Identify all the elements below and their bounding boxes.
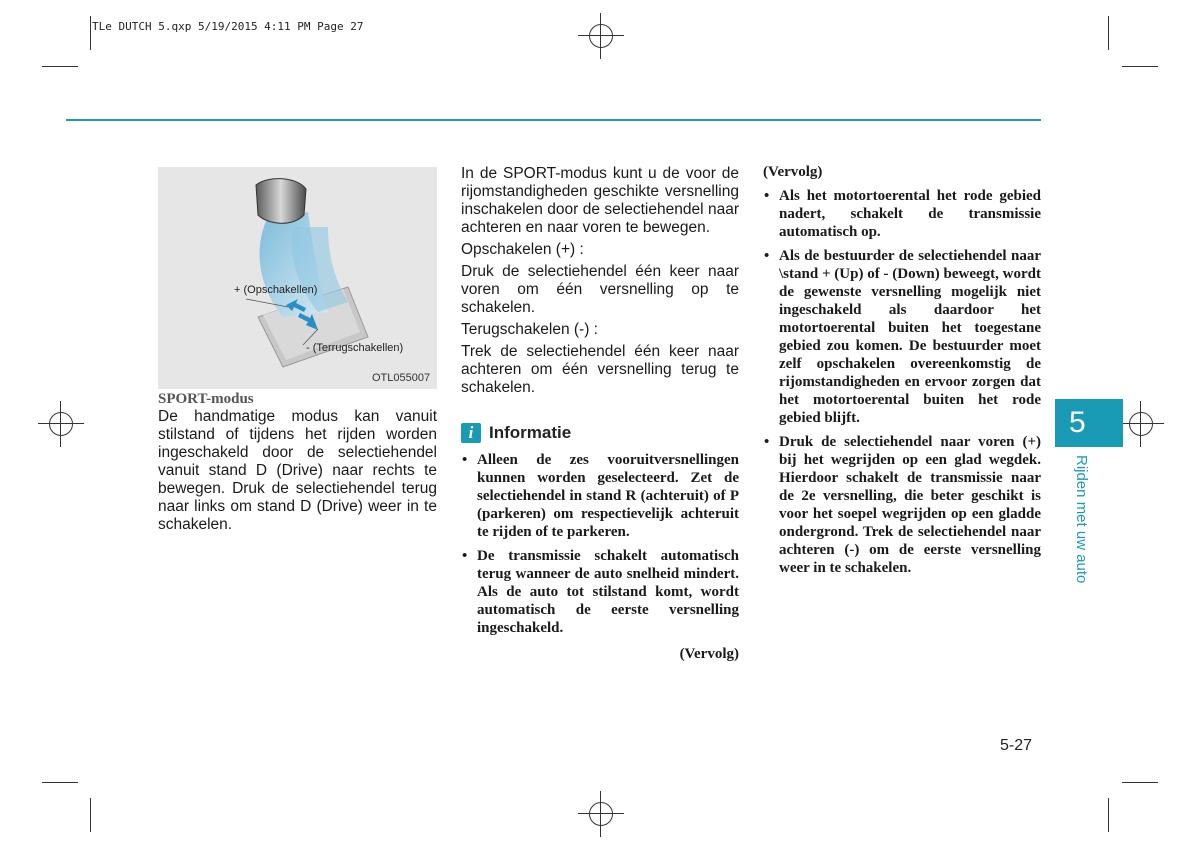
section-heading: SPORT-modus — [158, 391, 254, 407]
info-list — [461, 451, 739, 637]
crop-mark — [90, 16, 91, 50]
list-item: • Alleen de zes vooruitversnellingen kunnen worden geselecteerd. Zet de selectiehendel in stand R (achteruit) of P (parkeren) om respectievelijk achteruit te rijden of te parkeren. — [461, 451, 739, 541]
crop-mark — [1108, 16, 1109, 50]
list-item: • De transmissie schakelt automatisch terug wanneer de auto snelheid mindert. Als de auto tot stilstand komt, wordt automatisch de eerste versnelling ingeschakeld. — [461, 547, 739, 637]
paragraph: In de SPORT-modus kunt u de voor de rijomstandigheden geschikte versnelling inschakelen door de selectiehendel naar achteren en naar voren te bewegen. — [461, 165, 739, 236]
upshift-label: Opschakelen (+) : — [461, 241, 584, 258]
crop-mark — [1108, 798, 1109, 832]
registration-mark — [589, 802, 613, 826]
registration-mark — [1129, 412, 1153, 436]
label-downshift: - (Terrugschakellen) — [306, 342, 404, 354]
chapter-tab: 5 — [1055, 399, 1123, 447]
info-title: Informatie — [489, 423, 572, 442]
paragraph: Trek de selectiehendel één keer naar achteren om één versnelling terug te schakelen. — [461, 343, 739, 396]
downshift-label: Terugschakelen (-) : — [461, 321, 598, 338]
label-upshift: + (Opschakellen) — [234, 284, 318, 296]
page-number: 5-27 — [1000, 737, 1033, 754]
chapter-title-text: Rijden met uw auto — [1073, 455, 1090, 584]
crop-mark — [42, 66, 78, 67]
list-item: • Als de bestuurder de selectiehendel naar \stand + (Up) of - (Down) beweegt, wordt de gewenste versnelling mogelijk niet ingeschakeld als daardoor het motortoerental buiten het toegestane gebied zou komen. De bestuurder moet zelf opschakelen overeenkomstig de rijomstandigheden en ervoor zorgen dat het motortoerental buiten het rode gebied blijft. — [763, 247, 1041, 427]
column-3 — [763, 163, 1041, 583]
registration-mark — [589, 24, 613, 48]
header-rule — [66, 119, 1041, 121]
crop-mark — [90, 798, 91, 832]
gear-lever-figure — [158, 167, 437, 389]
chapter-title — [1070, 455, 1090, 595]
continued-label: (Vervolg) — [679, 646, 739, 662]
gear-lever-illustration — [158, 167, 437, 389]
continued-label: (Vervolg) — [763, 164, 823, 180]
print-slug: TLe DUTCH 5.qxp 5/19/2015 4:11 PM Page 27 — [92, 20, 364, 33]
list-item: • Druk de selectiehendel naar voren (+) bij het wegrijden op een glad wegdek. Hierdoor schakelt de transmissie naar de 2e versnelling, die beter geschikt is voor het soepel wegrijden op een gladde ondergrond. Trek de selectiehendel naar achteren (-) om de eerste versnelling weer in te schakelen. — [763, 433, 1041, 577]
column-2 — [461, 165, 739, 663]
column-1 — [158, 390, 437, 534]
list-item: • Als het motortoerental het rode gebied nadert, schakelt de transmissie automatisch op. — [763, 187, 1041, 241]
info-icon: i — [461, 423, 481, 443]
figure-code: OTL055007 — [372, 372, 431, 384]
info-list — [763, 187, 1041, 577]
paragraph: De handmatige modus kan vanuit stilstand of tijdens het rijden worden ingeschakeld door de selectiehendel vanuit stand D (Drive) naar rechts te bewegen. Druk de selectiehendel terug naar links om stand D (Drive) weer in te schakelen. — [158, 408, 437, 533]
crop-mark — [1122, 66, 1158, 67]
registration-mark — [49, 412, 73, 436]
crop-mark — [42, 782, 78, 783]
info-heading — [461, 423, 739, 443]
crop-mark — [1122, 782, 1158, 783]
paragraph: Druk de selectiehendel één keer naar voren om één versnelling op te schakelen. — [461, 263, 739, 316]
